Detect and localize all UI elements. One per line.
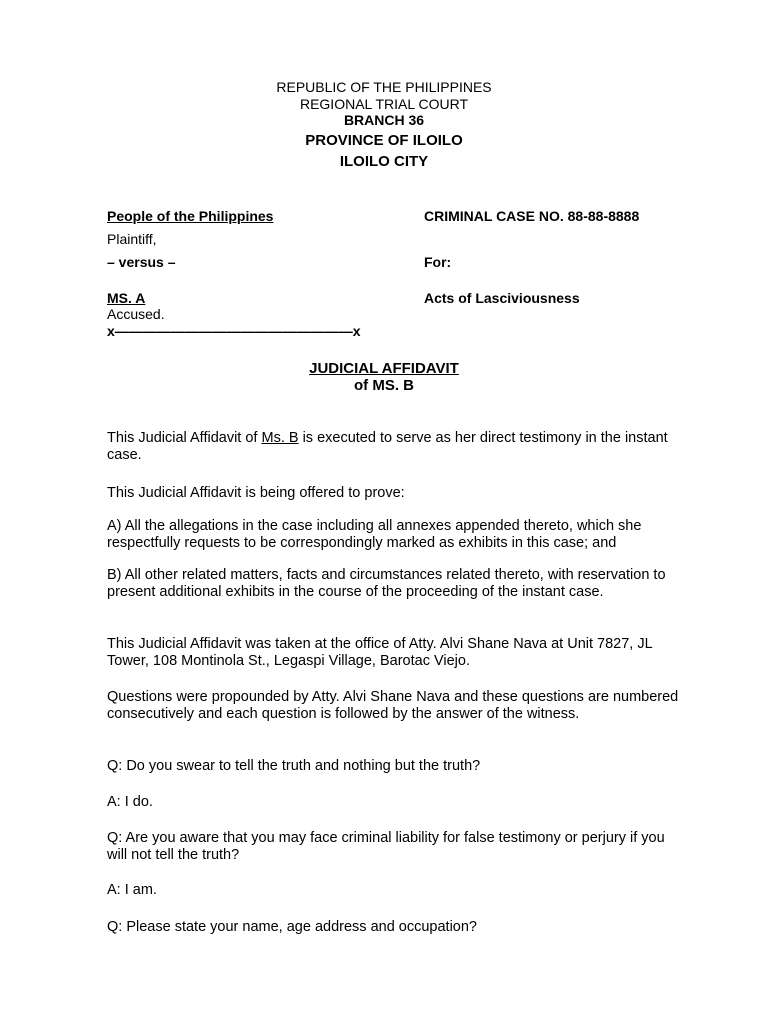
header-province: PROVINCE OF ILOILO: [305, 132, 463, 149]
caption-separator: x—————————————————x: [107, 323, 361, 339]
paragraph-propounded: Questions were propounded by Atty. Alvi Shane Nava and these questions are numbered consecutively and each question is followed by the answer of the witness.: [107, 689, 679, 722]
accused-label: Accused.: [107, 306, 165, 322]
for-label: For:: [424, 254, 452, 270]
case-number: CRIMINAL CASE NO. 88-88-8888: [424, 208, 640, 224]
question-3: Q: Please state your name, age address and occupation?: [107, 919, 477, 935]
question-1: Q: Do you swear to tell the truth and nothing but the truth?: [107, 758, 481, 774]
document-subtitle: of MS. B: [354, 377, 414, 394]
header-court: REGIONAL TRIAL COURT: [299, 96, 469, 112]
accused-name: MS. A: [107, 290, 146, 306]
plaintiff-label: Plaintiff,: [107, 231, 157, 247]
document-title-text: JUDICIAL AFFIDAVIT: [309, 360, 459, 377]
question-2: Q: Are you aware that you may face criminal liability for false testimony or perjury if you will not tell the truth?: [107, 830, 665, 863]
answer-2: A: I am.: [107, 882, 157, 898]
plaintiff-name: People of the Philippines: [107, 208, 274, 224]
paragraph-item-a: A) All the allegations in the case including all annexes appended thereto, which she respectfully requests to be correspondingly marked as exhibits in this case; and: [107, 518, 642, 551]
paragraph-offered: This Judicial Affidavit is being offered to prove:: [107, 485, 405, 501]
paragraph-taken-at: This Judicial Affidavit was taken at the office of Atty. Alvi Shane Nava at Unit 7827, JL Tower, 108 Montinola St., Legaspi Village, Barotac Viejo.: [107, 636, 653, 669]
paragraph-purpose: [107, 430, 687, 464]
header-city: ILOILO CITY: [339, 153, 429, 170]
paragraph-purpose-start: This Judicial Affidavit of: [107, 430, 262, 446]
versus-label: – versus –: [107, 254, 176, 270]
paragraph-item-b: B) All other related matters, facts and circumstances related thereto, with reservation to present additional exhibits in the course of the proceeding of the instant case.: [107, 567, 666, 600]
document-title: [0, 360, 768, 377]
affiant-name: Ms. B: [261, 430, 299, 446]
header-republic: REPUBLIC OF THE PHILIPPINES: [276, 79, 492, 95]
paragraph-purpose-end: is executed to serve as her direct testimony in the instant case.: [107, 430, 668, 463]
answer-1: A: I do.: [107, 794, 153, 810]
header-branch: BRANCH 36: [343, 112, 425, 128]
offense-title: Acts of Lasciviousness: [424, 290, 580, 306]
